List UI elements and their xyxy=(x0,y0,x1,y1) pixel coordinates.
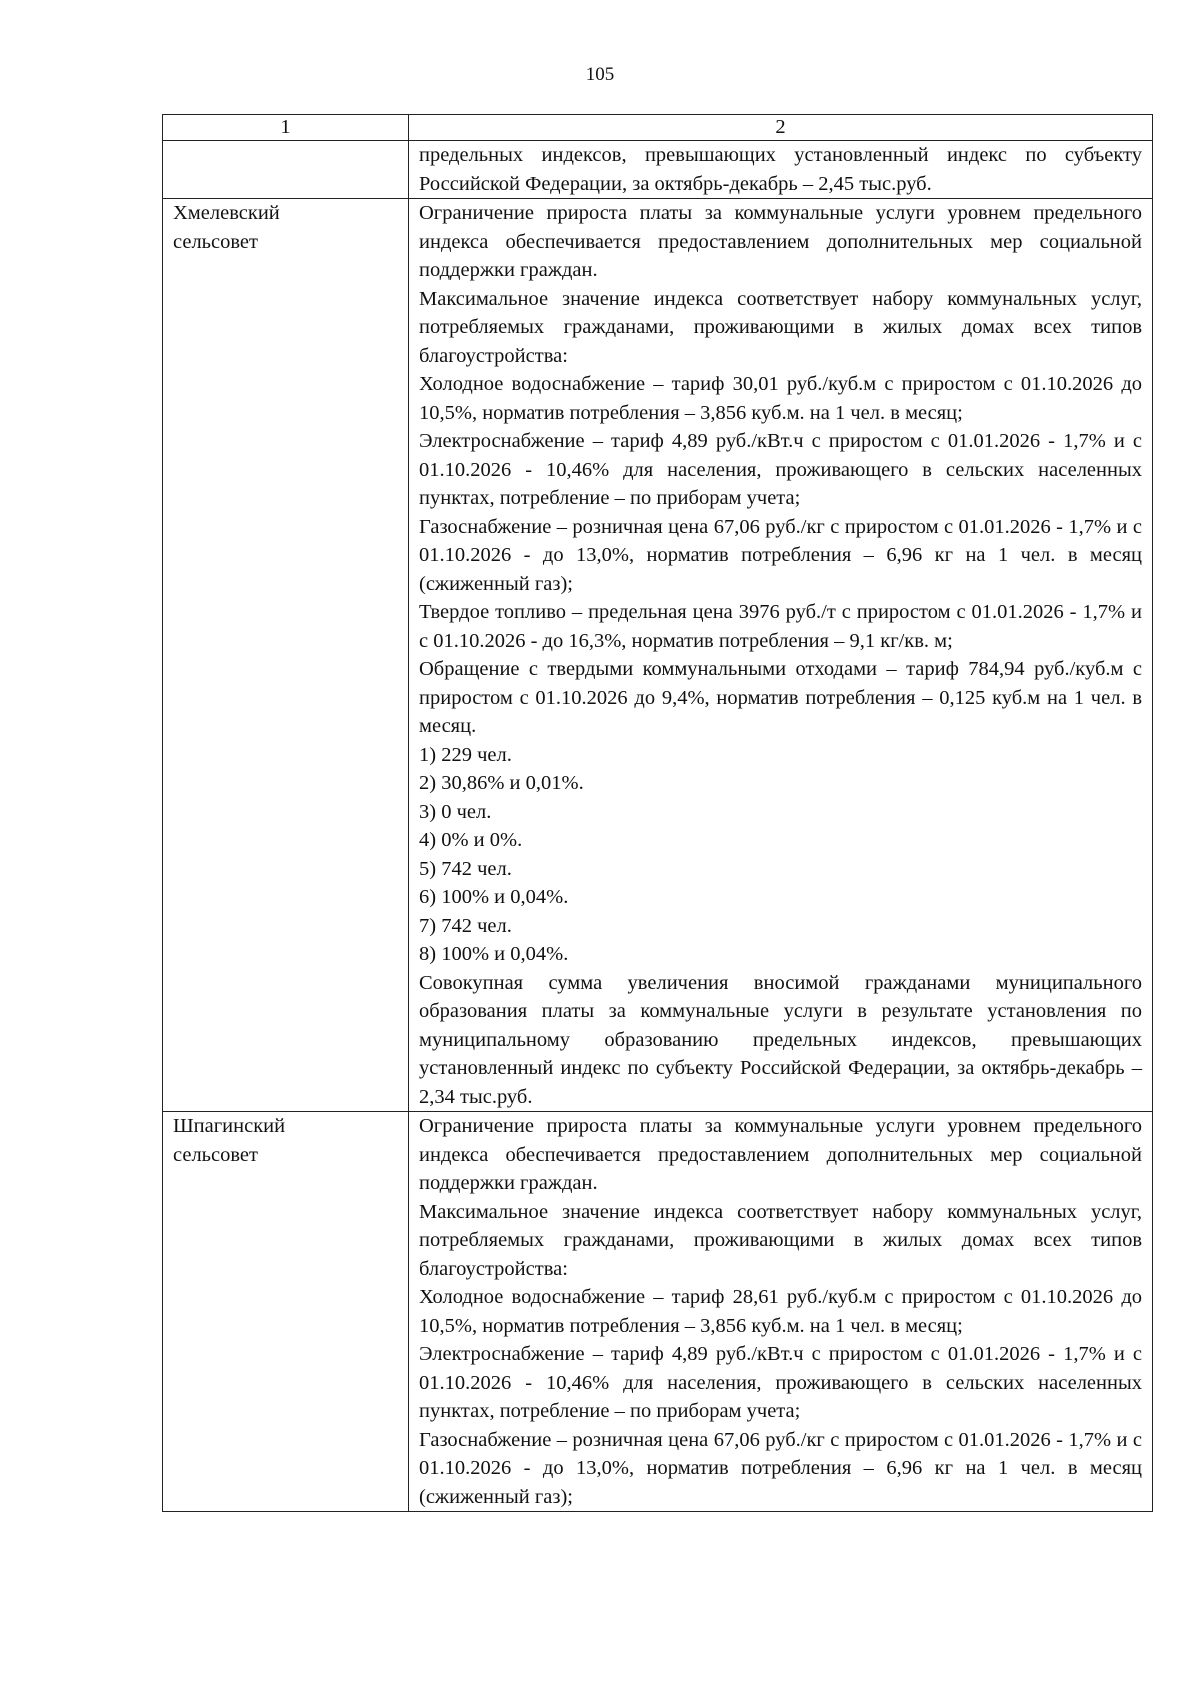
description-paragraph: Электроснабжение – тариф 4,89 руб./кВт.ч с приростом с 01.01.2026 - 1,7% и с 01.10.2026 - 10,46% для населения, проживающего в сельских населенных пунктах, потребление – по приборам учета; xyxy=(419,1343,1142,1422)
description-cell xyxy=(409,141,1153,199)
description-paragraph: предельных индексов, превышающих установленный индекс по субъекту Российской Федерации, за октябрь-декабрь – 2,45 тыс.руб. xyxy=(419,144,1142,195)
description-paragraph: Газоснабжение – розничная цена 67,06 руб./кг с приростом с 01.01.2026 - 1,7% и с 01.10.2026 - до 13,0%, норматив потребления – 6,96 кг на 1 чел. в месяц (сжиженный газ); xyxy=(419,1428,1142,1508)
description-cell xyxy=(409,199,1153,1112)
municipality-name-line: Хмелевский xyxy=(173,202,280,224)
description-paragraph: 3) 0 чел. xyxy=(419,800,492,823)
description-paragraph: Совокупная сумма увеличения вносимой гражданами муниципального образования платы за коммунальные услуги в результате установления по муниципальному образованию предельных индексов, превышающих установленный индекс по субъекту Российской Федерации, за октябрь-декабрь – 2,34 тыс.руб. xyxy=(419,971,1142,1108)
description-paragraph: 4) 0% и 0%. xyxy=(419,829,523,851)
description-paragraph: Электроснабжение – тариф 4,89 руб./кВт.ч с приростом с 01.01.2026 - 1,7% и с 01.10.2026 - 10,46% для населения, проживающего в сельских населенных пунктах, потребление – по приборам учета; xyxy=(419,430,1142,509)
municipality-name-cell xyxy=(163,141,409,199)
column-header-2: 2 xyxy=(409,115,1153,141)
description-paragraph: Твердое топливо – предельная цена 3976 руб./т с приростом с 01.01.2026 - 1,7% и с 01.10.2026 - до 16,3%, норматив потребления – 9,1 кг/кв. м; xyxy=(419,601,1142,652)
description-paragraph: Газоснабжение – розничная цена 67,06 руб./кг с приростом с 01.01.2026 - 1,7% и с 01.10.2026 - до 13,0%, норматив потребления – 6,96 кг на 1 чел. в месяц (сжиженный газ); xyxy=(419,515,1142,595)
description-cell xyxy=(409,1112,1153,1512)
description-paragraph: 1) 229 чел. xyxy=(419,743,512,766)
description-paragraph: Максимальное значение индекса соответствует набору коммунальных услуг, потребляемых гражданами, проживающими в жилых домах всех типов благоустройства: xyxy=(419,1200,1142,1280)
description-paragraph: Ограничение прироста платы за коммунальные услуги уровнем предельного индекса обеспечивается предоставлением дополнительных мер социальной поддержки граждан. xyxy=(419,202,1142,281)
description-paragraph: 7) 742 чел. xyxy=(419,914,512,937)
table-row xyxy=(163,1112,1153,1512)
column-header-1: 1 xyxy=(163,115,409,141)
description-paragraph: 2) 30,86% и 0,01%. xyxy=(419,772,584,794)
municipality-name-cell xyxy=(163,1112,409,1512)
municipality-name-cell xyxy=(163,199,409,1112)
description-paragraph: 5) 742 чел. xyxy=(419,857,512,880)
table-body xyxy=(163,141,1153,1512)
description-paragraph: Обращение с твердыми коммунальными отходами – тариф 784,94 руб./куб.м с приростом с 01.10.2026 до 9,4%, норматив потребления – 0,125 куб.м на 1 чел. в месяц. xyxy=(419,658,1142,737)
table-header-row xyxy=(163,115,1153,141)
document-table xyxy=(162,114,1153,1512)
description-paragraph: Максимальное значение индекса соответствует набору коммунальных услуг, потребляемых гражданами, проживающими в жилых домах всех типов благоустройства: xyxy=(419,287,1142,367)
municipality-name-line: сельсовет xyxy=(173,230,258,253)
description-paragraph: Холодное водоснабжение – тариф 30,01 руб./куб.м с приростом с 01.10.2026 до 10,5%, норматив потребления – 3,856 куб.м. на 1 чел. в месяц; xyxy=(419,373,1142,424)
description-paragraph: 8) 100% и 0,04%. xyxy=(419,943,569,965)
description-paragraph: Холодное водоснабжение – тариф 28,61 руб./куб.м с приростом с 01.10.2026 до 10,5%, норматив потребления – 3,856 куб.м. на 1 чел. в месяц; xyxy=(419,1286,1142,1337)
description-paragraph: Ограничение прироста платы за коммунальные услуги уровнем предельного индекса обеспечивается предоставлением дополнительных мер социальной поддержки граждан. xyxy=(419,1115,1142,1194)
description-paragraph: 6) 100% и 0,04%. xyxy=(419,886,569,908)
page-number: 105 xyxy=(585,64,615,85)
municipality-name-line: Шпагинский xyxy=(173,1115,286,1137)
municipality-name-line: сельсовет xyxy=(173,1143,258,1166)
table-row xyxy=(163,199,1153,1112)
table-row xyxy=(163,141,1153,199)
